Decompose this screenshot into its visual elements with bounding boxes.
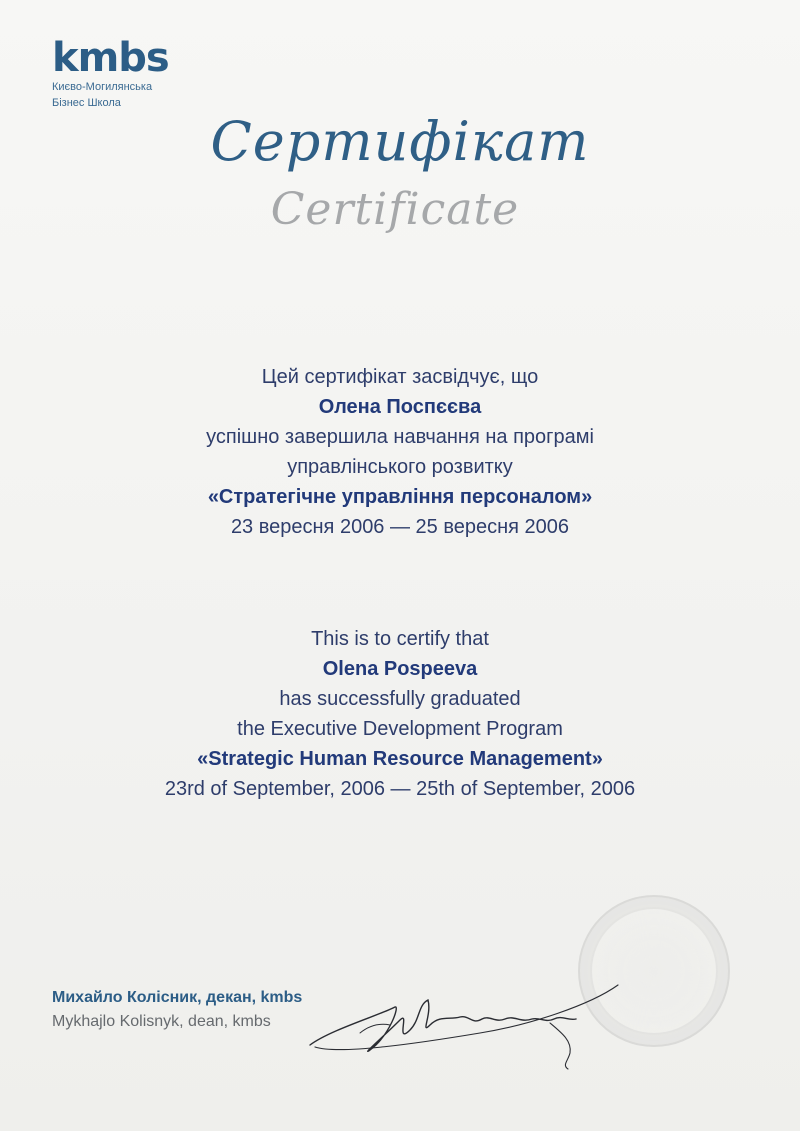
en-program-type-line: the Executive Development Program (237, 718, 563, 740)
en-certify-line: This is to certify that (311, 628, 489, 650)
en-graduated-line: has successfully graduated (279, 688, 521, 710)
handwritten-signature (300, 975, 630, 1075)
ukrainian-text-block (0, 362, 800, 542)
ua-certify-line: Цей сертифікат засвідчує, що (261, 366, 539, 388)
title-ukrainian: Сертифікат (210, 110, 590, 173)
kmbs-logo (52, 35, 169, 110)
logo-subtitle-line2: Бізнес Школа (52, 97, 121, 109)
ua-recipient-name: Олена Поспєєва (318, 396, 482, 418)
ua-dates: 23 вересня 2006 — 25 вересня 2006 (230, 516, 570, 538)
ua-program-name: «Стратегічне управління персоналом» (207, 486, 593, 508)
ua-program-type-line: управлінського розвитку (287, 456, 513, 478)
logo-subtitle-line1: Києво-Могилянська (52, 81, 153, 93)
title-english: Certificate (270, 184, 520, 235)
en-dates: 23rd of September, 2006 — 25th of September, 2006 (164, 778, 636, 800)
english-text-block (0, 624, 800, 804)
signatory-english: Mykhajlo Kolisnyk, dean, kmbs (52, 1013, 271, 1030)
signatory-ukrainian: Михайло Колісник, декан, kmbs (52, 989, 303, 1006)
en-program-name: «Strategic Human Resource Management» (197, 748, 603, 770)
logo-mark: kmbs (52, 35, 169, 81)
signatory-block (52, 986, 302, 1034)
en-recipient-name: Olena Pospeeva (322, 658, 478, 680)
ua-completed-line: успішно завершила навчання на програмі (206, 426, 594, 448)
